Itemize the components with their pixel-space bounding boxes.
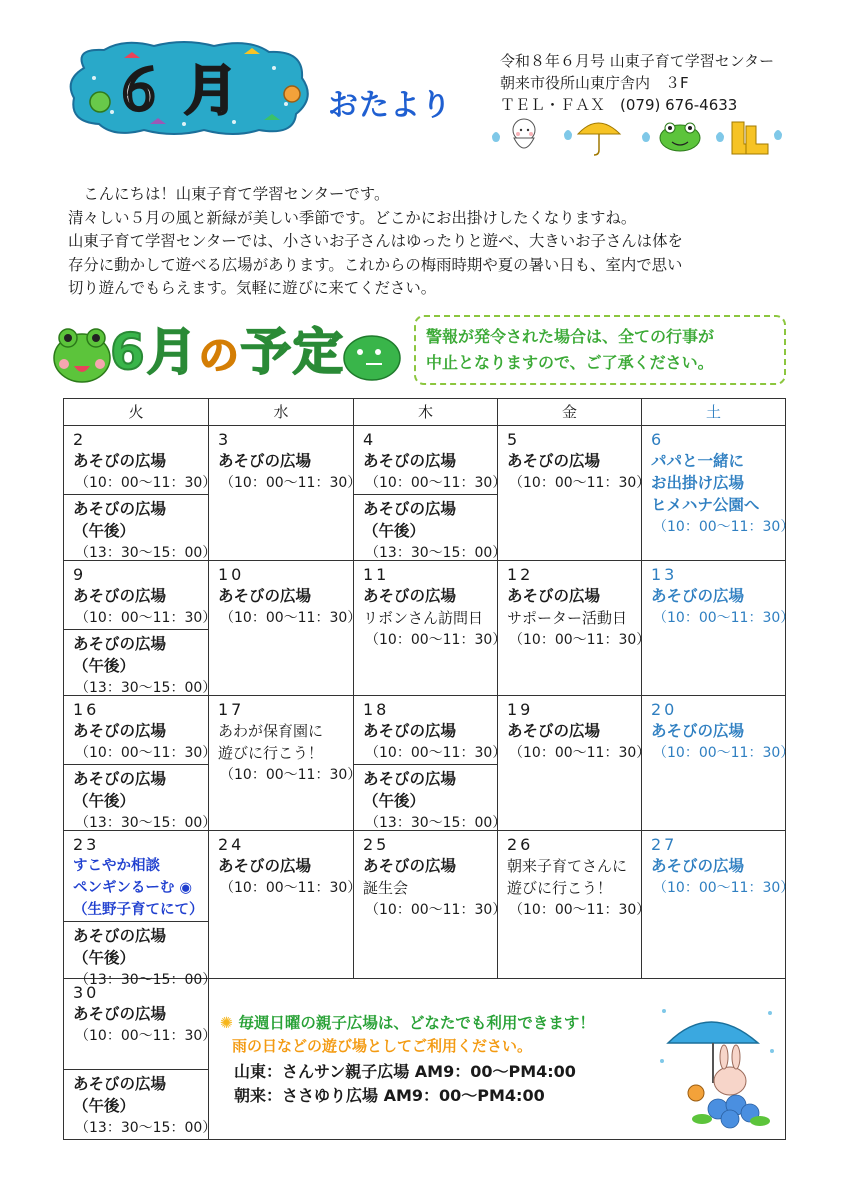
- date-number: 12: [507, 565, 534, 584]
- date-number: 30: [73, 983, 100, 1002]
- day-cell: [354, 831, 507, 979]
- event-name: 遊びに行こう！: [507, 879, 613, 897]
- sunday-plaza-line: [220, 1011, 595, 1033]
- event-name: パパと一緒に: [651, 452, 745, 470]
- warning-notice: [414, 315, 786, 385]
- date-number: 27: [651, 835, 678, 854]
- date-number: 6: [651, 430, 665, 449]
- event-name: あわが保育園に: [218, 722, 324, 740]
- event-name: あそびの広場: [651, 722, 745, 740]
- event-note: （午後）: [73, 657, 136, 675]
- frog-icon: [90, 92, 110, 112]
- event-name: あそびの広場: [218, 857, 312, 875]
- day-cell: [64, 426, 217, 561]
- day-cell: [498, 831, 651, 979]
- date-number: 24: [218, 835, 245, 854]
- event-time: （10：00～11：30）: [653, 745, 795, 761]
- santo-plaza-hours: 山東：さんサン親子広場 AM9：00～PM4:00: [234, 1062, 576, 1081]
- day-cell: [209, 426, 362, 561]
- schedule-title: [110, 312, 345, 384]
- event-note: サポーター活動日: [507, 609, 628, 627]
- event-name: あそびの広場: [73, 1075, 167, 1093]
- event-note: （午後）: [73, 949, 136, 967]
- event-location: （生野子育てにて）: [73, 902, 204, 918]
- day-cell: [209, 696, 362, 831]
- event-time: （10：00～11：30）: [220, 880, 362, 896]
- event-time: （13：30～15：00）: [75, 972, 217, 988]
- event-time: （10：00～11：30）: [509, 632, 651, 648]
- rabbit-umbrella-illustration: [658, 1001, 778, 1131]
- event-name: あそびの広場: [218, 587, 312, 605]
- event-name: ヒメハナ公園へ: [651, 496, 760, 514]
- frog-icon: [660, 123, 700, 151]
- event-time: （10：00～11：30）: [509, 745, 651, 761]
- event-name: あそびの広場: [73, 770, 167, 788]
- event-note: （午後）: [73, 792, 136, 810]
- event-time: （10：00～11：30）: [365, 475, 507, 491]
- event-name: あそびの広場: [363, 770, 457, 788]
- issue-line: 令和８年６月号 山東子育て学習センター: [500, 52, 775, 70]
- event-time: （10：00～11：30）: [365, 632, 507, 648]
- event-time: （10：00～11：30）: [653, 610, 795, 626]
- event-name: あそびの広場: [73, 927, 167, 945]
- asago-plaza-hours: 朝来：ささゆり広場 AM9：00～PM4:00: [234, 1086, 545, 1105]
- date-number: 20: [651, 700, 678, 719]
- event-name: お出掛け広場: [651, 474, 745, 492]
- intro-line: 切り遊んでもらえます。気軽に遊びに来てください。: [68, 279, 437, 297]
- event-time: （10：00～11：30）: [365, 745, 507, 761]
- address-line: 朝来市役所山東庁舎内 ３F: [500, 74, 689, 92]
- afternoon-session: [64, 629, 217, 699]
- day-cell: [498, 696, 651, 831]
- event-name: あそびの広場: [651, 587, 745, 605]
- sunday-plaza-info: [210, 979, 786, 1139]
- event-time: （13：30～15：00）: [75, 815, 217, 831]
- event-name: 朝来子育てさんに: [507, 857, 628, 875]
- day-cell: [498, 426, 651, 561]
- day-cell: [209, 561, 362, 696]
- day-header-wed: 水: [209, 399, 354, 426]
- intro-line: こんにちは！山東子育て学習センターです。: [68, 185, 390, 203]
- date-number: 25: [363, 835, 390, 854]
- event-name: あそびの広場: [218, 452, 312, 470]
- event-name: [73, 877, 208, 899]
- umbrella-icon: [578, 123, 620, 155]
- day-cell: [209, 831, 362, 979]
- date-number: 18: [363, 700, 390, 719]
- tel-line: ＴＥＬ・ＦＡＸ (079) 676-4633: [500, 96, 738, 114]
- day-cell: [642, 561, 795, 696]
- event-time: （10：00～11：30）: [75, 475, 217, 491]
- sun-icon: ✺: [220, 1014, 239, 1032]
- calendar-table: [63, 398, 795, 1140]
- day-cell: [354, 561, 507, 696]
- event-name: あそびの広場: [73, 635, 167, 653]
- event-note: （午後）: [363, 522, 426, 540]
- day-cell: [498, 561, 651, 696]
- day-cell: [642, 426, 795, 561]
- schedule-title-rest: 予定: [240, 323, 345, 381]
- event-note: （午後）: [73, 1097, 136, 1115]
- event-name: あそびの広場: [73, 1005, 167, 1023]
- date-number: 2: [73, 430, 87, 449]
- event-time: （10：00～11：30）: [220, 767, 362, 783]
- event-name: あそびの広場: [73, 587, 167, 605]
- date-number: 4: [363, 430, 377, 449]
- day-cell: [642, 831, 795, 979]
- afternoon-session: [64, 494, 217, 564]
- intro-line: 清々しい５月の風と新緑が美しい季節です。どこかにお出掛けしたくなりますね。: [68, 208, 637, 227]
- event-name: あそびの広場: [73, 452, 167, 470]
- date-number: 9: [73, 565, 87, 584]
- date-number: 11: [363, 565, 390, 584]
- date-number: 19: [507, 700, 534, 719]
- event-note: （午後）: [73, 522, 136, 540]
- intro-text: [68, 183, 683, 301]
- event-name: あそびの広場: [363, 587, 457, 605]
- event-name: あそびの広場: [363, 452, 457, 470]
- event-name: あそびの広場: [363, 500, 457, 518]
- sunday-plaza-text: 毎週日曜の親子広場は、どなたでも利用できます！: [238, 1014, 595, 1032]
- event-name: あそびの広場: [507, 722, 601, 740]
- otayori-label: おたより: [328, 88, 452, 123]
- penguin-icon: ◉: [174, 880, 193, 896]
- leaf-face-icon: [344, 336, 400, 380]
- day-header-sat: 土: [642, 399, 785, 426]
- day-cell: [354, 696, 507, 831]
- date-number: 16: [73, 700, 100, 719]
- date-number: 26: [507, 835, 534, 854]
- event-time: （13：30～15：00）: [75, 680, 217, 696]
- event-name: 遊びに行こう！: [218, 744, 324, 762]
- event-name-text: ペンギンるーむ: [73, 880, 175, 896]
- event-time: （10：00～11：30）: [653, 519, 795, 535]
- month-title: ６月: [112, 59, 256, 122]
- event-name: あそびの広場: [363, 857, 457, 875]
- rainy-day-note: 雨の日などの遊び場としてご利用ください。: [232, 1037, 533, 1055]
- afternoon-session: [64, 1069, 217, 1139]
- event-time: （13：30～15：00）: [365, 815, 507, 831]
- event-name: すこやか相談: [73, 858, 160, 874]
- event-name: あそびの広場: [507, 587, 601, 605]
- warning-line: 警報が発令された場合は、全ての行事が: [426, 327, 715, 346]
- rainy-day-decoration: [484, 116, 784, 160]
- intro-line: 存分に動かして遊べる広場があります。これからの梅雨時期や夏の暑い日も、室内で思い: [68, 255, 683, 274]
- event-time: （10：00～11：30）: [509, 902, 651, 918]
- event-time: （10：00～11：30）: [220, 610, 362, 626]
- day-cell: [64, 561, 217, 696]
- date-number: 17: [218, 700, 245, 719]
- date-number: 13: [651, 565, 678, 584]
- event-name: あそびの広場: [73, 500, 167, 518]
- center-info: [500, 50, 774, 116]
- afternoon-session: [354, 494, 507, 564]
- date-number: 3: [218, 430, 232, 449]
- event-time: （10：00～11：30）: [75, 610, 217, 626]
- warning-line: 中止となりますので、ご了承ください。: [426, 353, 714, 372]
- day-header-fri: 金: [498, 399, 642, 426]
- event-time: （10：00～11：30）: [509, 475, 651, 491]
- day-header-tue: 火: [64, 399, 209, 426]
- rain-boots-icon: [732, 122, 768, 154]
- event-name: あそびの広場: [507, 452, 601, 470]
- event-name: あそびの広場: [363, 722, 457, 740]
- event-time: （10：00～11：30）: [75, 745, 217, 761]
- teru-teru-bozu-icon: [513, 119, 535, 148]
- day-cell: [354, 426, 507, 561]
- event-note: 誕生会: [363, 879, 409, 897]
- event-name: あそびの広場: [651, 857, 745, 875]
- frog-icon: [54, 329, 110, 382]
- day-header-thu: 木: [354, 399, 498, 426]
- schedule-title-no: の: [198, 333, 241, 379]
- event-time: （13：30～15：00）: [365, 545, 507, 561]
- event-note: リボンさん訪問日: [363, 609, 484, 627]
- event-time: （13：30～15：00）: [75, 545, 217, 561]
- day-cell: [64, 979, 217, 1139]
- event-time: （10：00～11：30）: [220, 475, 362, 491]
- event-time: （13：30～15：00）: [75, 1120, 217, 1136]
- day-cell: [642, 696, 795, 831]
- afternoon-session: [64, 764, 217, 834]
- event-time: （10：00～11：30）: [365, 902, 507, 918]
- afternoon-session: [354, 764, 507, 834]
- day-cell: [64, 696, 217, 831]
- event-time: （10：00～11：30）: [653, 880, 795, 896]
- event-time: （10：00～11：30）: [75, 1028, 217, 1044]
- snail-icon: [284, 86, 300, 102]
- date-number: 10: [218, 565, 245, 584]
- event-name: あそびの広場: [73, 722, 167, 740]
- schedule-title-month: 6月: [110, 323, 199, 381]
- date-number: 23: [73, 835, 100, 854]
- intro-line: 山東子育て学習センターでは、小さいお子さんはゆったりと遊べ、大きいお子さんは体を: [68, 232, 683, 250]
- day-cell: [64, 831, 217, 988]
- date-number: 5: [507, 430, 521, 449]
- event-note: （午後）: [363, 792, 426, 810]
